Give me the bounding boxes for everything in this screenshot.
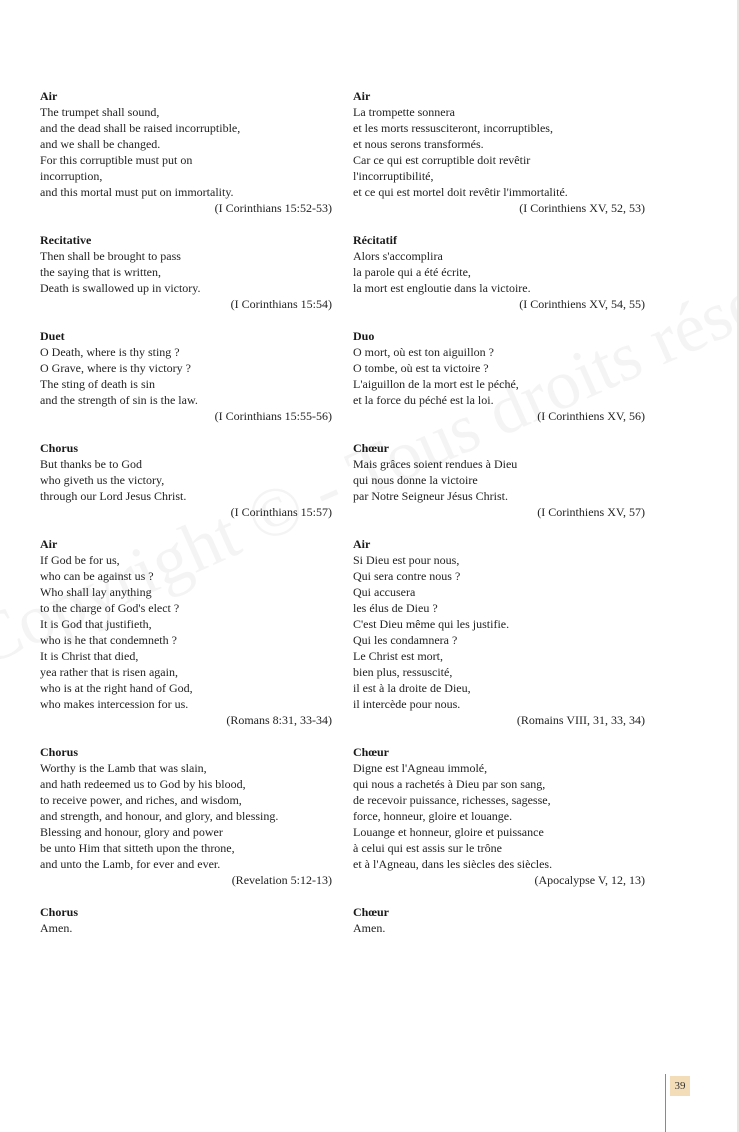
text-line: Death is swallowed up in victory. (40, 281, 201, 295)
text-line: to receive power, and riches, and wisdom, (40, 793, 242, 807)
text-line: qui nous donne la victoire (353, 473, 478, 487)
scripture-reference: (Revelation 5:12-13) (231, 873, 332, 887)
text-line: Qui les condamnera ? (353, 633, 458, 647)
scripture-reference: (I Corinthiens XV, 54, 55) (519, 297, 645, 311)
text-line: But thanks be to God (40, 457, 142, 471)
french-section (353, 328, 645, 440)
text-line: et nous serons transformés. (353, 137, 484, 151)
text-line: who giveth us the victory, (40, 473, 165, 487)
english-section (40, 744, 332, 904)
text-line: incorruption, (40, 169, 103, 183)
text-line: O Death, where is thy sting ? (40, 345, 180, 359)
text-line: and the strength of sin is the law. (40, 393, 198, 407)
scripture-reference: (Apocalypse V, 12, 13) (534, 873, 645, 887)
scripture-reference: (Romans 8:31, 33-34) (226, 713, 332, 727)
scripture-reference: (I Corinthians 15:55-56) (214, 409, 332, 423)
text-line: and hath redeemed us to God by his blood, (40, 777, 246, 791)
text-line: O mort, où est ton aiguillon ? (353, 345, 494, 359)
text-line: O Grave, where is thy victory ? (40, 361, 191, 375)
text-line: par Notre Seigneur Jésus Christ. (353, 489, 508, 503)
text-line: For this corruptible must put on (40, 153, 193, 167)
section-heading: Chorus (40, 441, 79, 455)
text-line: et les morts ressusciteront, incorruptibles, (353, 121, 553, 135)
text-line: who is he that condemneth ? (40, 633, 177, 647)
text-line: and strength, and honour, and glory, and blessing. (40, 809, 279, 823)
text-line: Digne est l'Agneau immolé, (353, 761, 488, 775)
text-line: Le Christ est mort, (353, 649, 443, 663)
scripture-reference: (I Corinthians 15:54) (230, 297, 332, 311)
text-line: l'incorruptibilité, (353, 169, 434, 183)
text-line: who can be against us ? (40, 569, 154, 583)
text-line: les élus de Dieu ? (353, 601, 438, 615)
french-section (353, 744, 645, 904)
scripture-reference: (I Corinthiens XV, 56) (537, 409, 645, 423)
text-line: force, honneur, gloire et louange. (353, 809, 513, 823)
french-section (353, 904, 645, 952)
english-section (40, 904, 332, 952)
text-line: Amen. (353, 921, 386, 935)
text-line: Who shall lay anything (40, 585, 152, 599)
english-section (40, 328, 332, 440)
text-line: L'aiguillon de la mort est le péché, (353, 377, 519, 391)
text-line: C'est Dieu même qui les justifie. (353, 617, 510, 631)
scripture-reference: (Romains VIII, 31, 33, 34) (516, 713, 645, 727)
text-line: the saying that is written, (40, 265, 161, 279)
text-line: Worthy is the Lamb that was slain, (40, 761, 207, 775)
text-line: The trumpet shall sound, (40, 105, 160, 119)
scripture-reference: (I Corinthiens XV, 57) (537, 505, 645, 519)
text-line: Louange et honneur, gloire et puissance (353, 825, 544, 839)
section-heading: Chœur (353, 745, 390, 759)
text-line: Si Dieu est pour nous, (353, 553, 460, 567)
text-line: et la force du péché est la loi. (353, 393, 494, 407)
text-line: la mort est engloutie dans la victoire. (353, 281, 531, 295)
text-line: Qui sera contre nous ? (353, 569, 461, 583)
text-line: O tombe, où est ta victoire ? (353, 361, 489, 375)
section-heading: Chorus (40, 905, 79, 919)
page-number-rule (665, 1074, 666, 1132)
english-section (40, 88, 332, 232)
text-line: The sting of death is sin (40, 377, 155, 391)
section-heading: Duet (40, 329, 65, 343)
text-line: It is Christ that died, (40, 649, 139, 663)
text-line: be unto Him that sitteth upon the throne, (40, 841, 235, 855)
section-heading: Récitatif (353, 233, 397, 247)
text-line: and the dead shall be raised incorruptible, (40, 121, 241, 135)
text-line: bien plus, ressuscité, (353, 665, 453, 679)
french-text-column (353, 88, 645, 952)
text-line: and unto the Lamb, for ever and ever. (40, 857, 221, 871)
text-line: yea rather that is risen again, (40, 665, 178, 679)
text-line: et ce qui est mortel doit revêtir l'immortalité. (353, 185, 568, 199)
section-heading: Chorus (40, 745, 79, 759)
section-heading: Chœur (353, 905, 390, 919)
section-heading: Air (40, 89, 58, 103)
text-line: La trompette sonnera (353, 105, 455, 119)
text-line: Amen. (40, 921, 73, 935)
french-section (353, 536, 645, 744)
text-line: who makes intercession for us. (40, 697, 189, 711)
text-line: de recevoir puissance, richesses, sagesse, (353, 793, 551, 807)
section-heading: Air (40, 537, 58, 551)
english-section (40, 440, 332, 536)
section-heading: Air (353, 89, 371, 103)
text-line: qui nous a rachetés à Dieu par son sang, (353, 777, 546, 791)
french-section (353, 232, 645, 328)
text-line: and we shall be changed. (40, 137, 161, 151)
english-section (40, 232, 332, 328)
section-heading: Recitative (40, 233, 92, 247)
section-heading: Air (353, 537, 371, 551)
page-number: 39 (670, 1076, 690, 1096)
scripture-reference: (I Corinthians 15:52-53) (214, 201, 332, 215)
english-text-column (40, 88, 332, 952)
text-line: Mais grâces soient rendues à Dieu (353, 457, 518, 471)
scripture-reference: (I Corinthiens XV, 52, 53) (519, 201, 645, 215)
french-section (353, 88, 645, 232)
text-line: à celui qui est assis sur le trône (353, 841, 502, 855)
section-heading: Duo (353, 329, 375, 343)
text-line: Alors s'accomplira (353, 249, 443, 263)
text-line: It is God that justifieth, (40, 617, 152, 631)
text-line: to the charge of God's elect ? (40, 601, 180, 615)
text-line: and this mortal must put on immortality. (40, 185, 234, 199)
text-line: who is at the right hand of God, (40, 681, 193, 695)
english-section (40, 536, 332, 744)
scripture-reference: (I Corinthians 15:57) (230, 505, 332, 519)
text-line: il intercède pour nous. (353, 697, 461, 711)
text-line: Car ce qui est corruptible doit revêtir (353, 153, 531, 167)
text-line: il est à la droite de Dieu, (353, 681, 471, 695)
text-line: la parole qui a été écrite, (353, 265, 471, 279)
text-line: Qui accusera (353, 585, 416, 599)
text-line: through our Lord Jesus Christ. (40, 489, 187, 503)
text-line: If God be for us, (40, 553, 120, 567)
text-line: Blessing and honour, glory and power (40, 825, 223, 839)
text-line: Then shall be brought to pass (40, 249, 181, 263)
section-heading: Chœur (353, 441, 390, 455)
text-line: et à l'Agneau, dans les siècles des siècles. (353, 857, 553, 871)
french-section (353, 440, 645, 536)
